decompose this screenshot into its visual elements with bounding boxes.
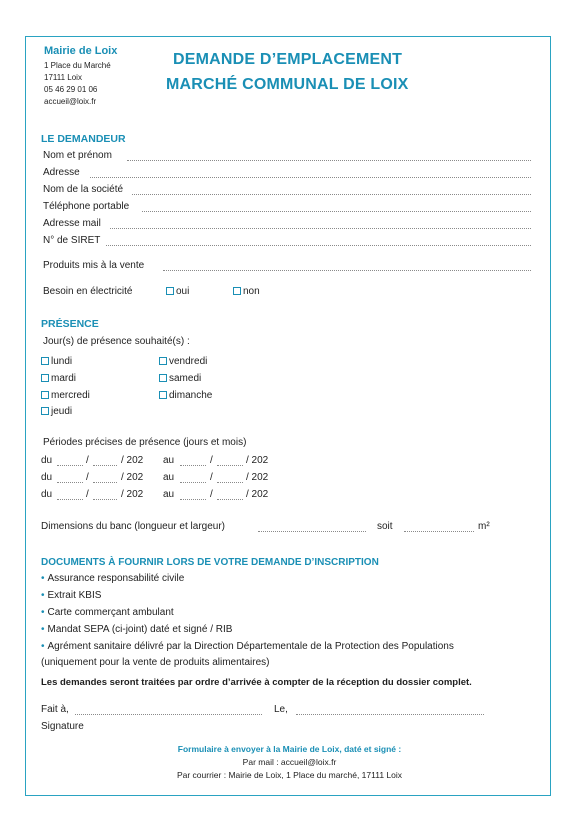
label-adresse: Adresse [43, 167, 80, 178]
period-start-day[interactable] [57, 482, 83, 483]
label-email: Adresse mail [43, 218, 101, 229]
document-item [41, 641, 454, 652]
mairie-email: accueil@loix.fr [44, 97, 97, 106]
label-nom-prenom: Nom et prénom [43, 150, 112, 161]
checkbox-lundi[interactable] [41, 356, 72, 367]
period-year: / 202 [121, 489, 144, 500]
section-presence: PRÉSENCE [41, 318, 99, 330]
label-produits: Produits mis à la vente [43, 260, 145, 271]
checkbox-icon [159, 357, 167, 365]
period-slash: / [210, 455, 213, 466]
field-siret[interactable] [106, 245, 531, 246]
field-nom-prenom[interactable] [127, 160, 531, 161]
checkbox-samedi[interactable] [159, 373, 201, 384]
label-electricite: Besoin en électricité [43, 286, 133, 297]
document-item-label: Assurance responsabilité civile [47, 573, 185, 584]
label-le: Le, [274, 704, 288, 715]
field-email[interactable] [110, 228, 531, 229]
checkbox-mardi[interactable] [41, 373, 76, 384]
period-year: / 202 [121, 455, 144, 466]
checkbox-icon [41, 391, 49, 399]
period-slash: / [210, 489, 213, 500]
period-end-day[interactable] [180, 482, 206, 483]
document-note: (uniquement pour la vente de produits alimentaires) [41, 657, 270, 668]
period-au-label: au [163, 455, 175, 466]
label-dimensions: Dimensions du banc (longueur et largeur) [41, 521, 225, 532]
document-item-label: Extrait KBIS [47, 590, 102, 601]
period-au-label: au [163, 489, 175, 500]
period-end-day[interactable] [180, 465, 206, 466]
day-label: dimanche [169, 390, 213, 401]
period-start-month[interactable] [93, 465, 117, 466]
bullet-icon: • [41, 590, 45, 601]
field-telephone[interactable] [142, 211, 531, 212]
period-du-label: du [41, 472, 53, 483]
period-slash: / [210, 472, 213, 483]
period-end-day[interactable] [180, 499, 206, 500]
field-fait-a[interactable] [75, 714, 262, 715]
field-adresse[interactable] [90, 177, 531, 178]
document-item-label: Mandat SEPA (ci-joint) daté et signé / RIB [47, 624, 233, 635]
checkbox-icon [159, 391, 167, 399]
bullet-icon: • [41, 624, 45, 635]
checkbox-vendredi[interactable] [159, 356, 207, 367]
field-dimensions[interactable] [258, 531, 366, 532]
period-slash: / [86, 489, 89, 500]
checkbox-dimanche[interactable] [159, 390, 212, 401]
period-slash: / [86, 455, 89, 466]
label-jours: Jour(s) de présence souhaité(s) : [43, 336, 190, 347]
title-line2: MARCHÉ COMMUNAL DE LOIX [166, 76, 409, 93]
field-produits[interactable] [163, 270, 531, 271]
period-start-day[interactable] [57, 465, 83, 466]
notice-text: Les demandes seront traitées par ordre d’arrivée à compter de la réception du dossier complet. [41, 677, 472, 688]
mairie-address-line2: 17111 Loix [44, 73, 82, 82]
document-item [41, 573, 184, 584]
period-slash: / [86, 472, 89, 483]
label-societe: Nom de la société [43, 184, 124, 195]
period-start-day[interactable] [57, 499, 83, 500]
footer-line1: Formulaire à envoyer à la Mairie de Loix, daté et signé : [177, 744, 402, 754]
unit-m2: m² [478, 521, 490, 532]
bullet-icon: • [41, 641, 45, 652]
document-item [41, 607, 174, 618]
label-fait-a: Fait à, [41, 704, 69, 715]
checkbox-mercredi[interactable] [41, 390, 90, 401]
period-year: / 202 [246, 472, 269, 483]
checkbox-oui-label: oui [176, 286, 190, 297]
title-line1: DEMANDE D’EMPLACEMENT [173, 51, 403, 68]
document-item [41, 624, 232, 635]
section-documents: DOCUMENTS À FOURNIR LORS DE VOTRE DEMANDE D’INSCRIPTION [41, 557, 379, 568]
day-label: jeudi [51, 406, 73, 417]
period-end-month[interactable] [217, 482, 243, 483]
period-start-month[interactable] [93, 499, 117, 500]
checkbox-icon [159, 374, 167, 382]
period-year: / 202 [246, 489, 269, 500]
day-label: lundi [51, 356, 73, 367]
field-date[interactable] [296, 714, 484, 715]
day-label: samedi [169, 373, 202, 384]
day-label: mercredi [51, 390, 90, 401]
field-surface[interactable] [404, 531, 474, 532]
period-end-month[interactable] [217, 499, 243, 500]
bullet-icon: • [41, 573, 45, 584]
checkbox-icon [41, 374, 49, 382]
bullet-icon: • [41, 607, 45, 618]
checkbox-icon [41, 407, 49, 415]
document-item-label: Carte commerçant ambulant [47, 607, 174, 618]
period-year: / 202 [121, 472, 144, 483]
checkbox-icon [166, 287, 174, 295]
period-au-label: au [163, 472, 175, 483]
checkbox-non-label: non [243, 286, 260, 297]
label-telephone: Téléphone portable [43, 201, 130, 212]
mairie-phone: 05 46 29 01 06 [44, 85, 98, 94]
period-du-label: du [41, 455, 53, 466]
label-soit: soit [377, 521, 393, 532]
checkbox-icon [41, 357, 49, 365]
mairie-name: Mairie de Loix [44, 45, 118, 57]
document-item [41, 590, 101, 601]
footer-line2: Par mail : accueil@loix.fr [242, 757, 337, 767]
checkbox-jeudi[interactable] [41, 406, 72, 417]
period-start-month[interactable] [93, 482, 117, 483]
period-year: / 202 [246, 455, 269, 466]
document-item-label: Agrément sanitaire délivré par la Direction Départementale de la Protection des Populations [47, 641, 454, 652]
day-label: vendredi [169, 356, 208, 367]
period-du-label: du [41, 489, 53, 500]
checkbox-electricite-oui[interactable] [166, 286, 189, 297]
label-periodes: Périodes précises de présence (jours et mois) [43, 437, 247, 448]
footer-line3: Par courrier : Mairie de Loix, 1 Place du marché, 17111 Loix [176, 770, 403, 780]
section-demandeur: LE DEMANDEUR [41, 133, 126, 145]
label-siret: N° de SIRET [43, 235, 101, 246]
period-end-month[interactable] [217, 465, 243, 466]
day-label: mardi [51, 373, 77, 384]
field-societe[interactable] [132, 194, 531, 195]
checkbox-electricite-non[interactable] [233, 286, 260, 297]
mairie-address-line1: 1 Place du Marché [44, 61, 111, 70]
checkbox-icon [233, 287, 241, 295]
label-signature: Signature [41, 721, 84, 732]
